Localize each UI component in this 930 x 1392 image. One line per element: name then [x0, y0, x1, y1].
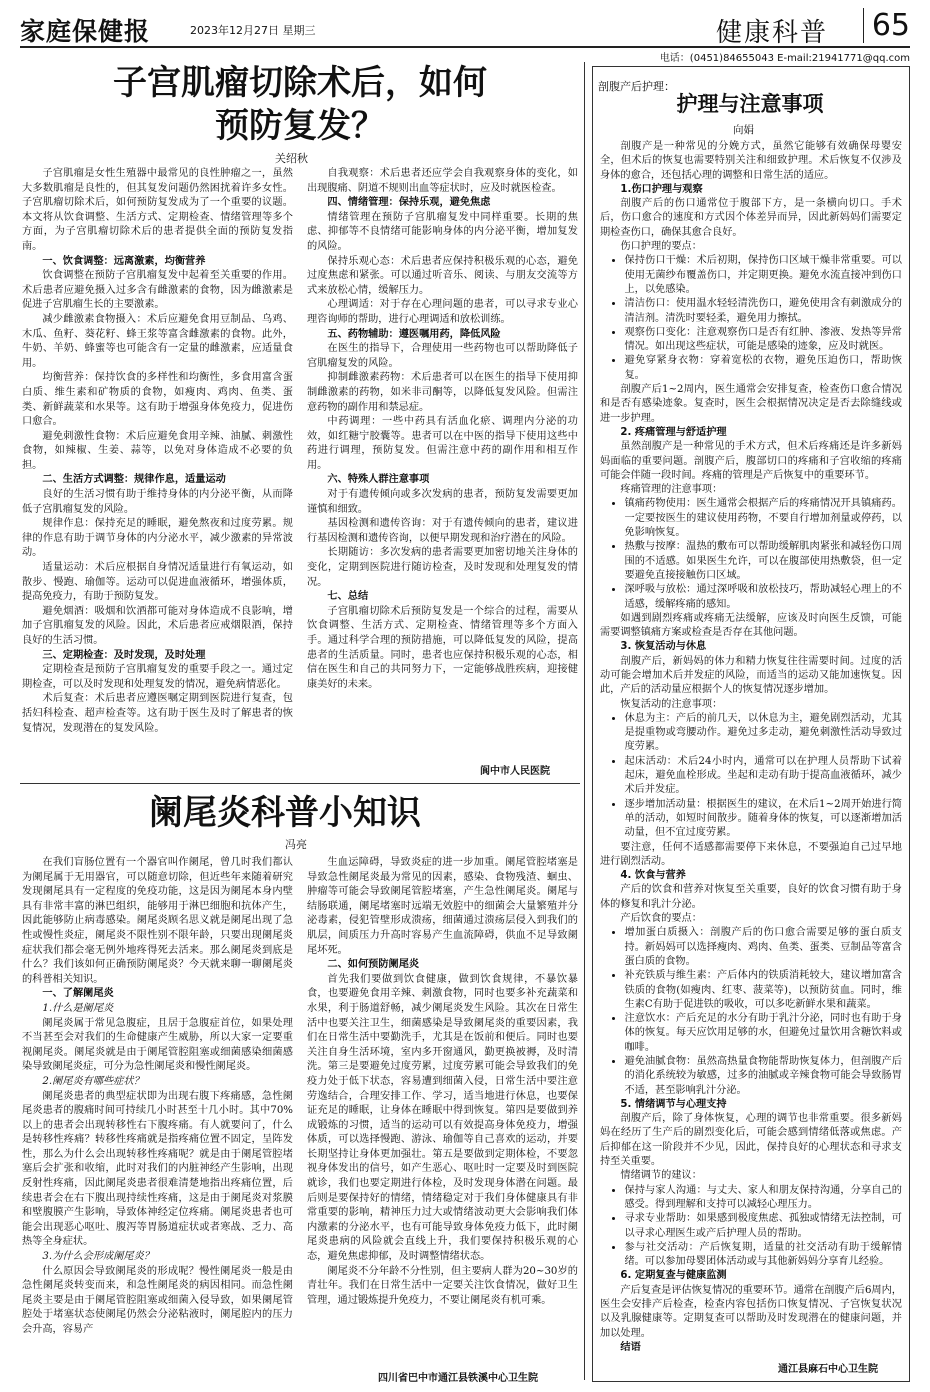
article3-title: 护理与注意事项 [676, 91, 824, 116]
article3-author: 向娟 [733, 124, 754, 136]
section-heading: 七、总结 [327, 591, 369, 603]
paragraph: 避免刺激性食物：术后应避免食用辛辣、油腻、刺激性食物，如辣椒、生姜、蒜等，以免对身体造成不必要的负担。 [22, 430, 293, 471]
list-item: • 清洁伤口：使用温水轻轻清洗伤口，避免使用含有刺激成分的清洁剂。清洗时要轻柔，避免用力擦拭。 [624, 297, 902, 326]
article3-kicker: 剖腹产后护理： [598, 80, 675, 93]
list-item: • 避免穿紧身衣物：穿着宽松的衣物，避免压迫伤口，帮助恢复。 [624, 354, 902, 383]
paragraph: 情绪调节的建议： [620, 1170, 702, 1182]
paragraph: 中药调理：一些中药具有活血化瘀、调理内分泌的功效，如红糖宁胶囊等。患者可以在中医的指导下使用这些中药进行调理，预防复发。但需注意中药的副作用和相互作用。 [307, 416, 578, 471]
article1-body [22, 167, 578, 750]
list-item: • 逐步增加活动量：根据医生的建议，在术后1~2周开始进行简单的活动，如短时间散步。随着身体的恢复，可以逐渐增加活动量，但不宜过度劳累。 [624, 798, 902, 841]
paragraph: 子宫肌瘤是女性生殖器中最常见的良性肿瘤之一，虽然大多数肌瘤是良性的，但其复发问题仍然困扰着许多女性。子宫肌瘤切除术后，如何预防复发成为了一个重要的议题。本文将从饮食调整、生活方式、定期检查、情绪管理等多个方面，为子宫肌瘤切除术后的患者提供全面的预防复发指南。 [22, 168, 293, 252]
paragraph: 在我们盲肠位置有一个器官叫作阑尾，曾几时我们都认为阑尾属于无用器官，可以随意切除，但近些年来随着研究发现阑尾具有一定程度的免疫功能，这是因为阑尾本身内壁具有非常丰富的淋巴组织，能够用于淋巴细胞和抗体产生，因此能够防止病毒感染。阑尾炎顾名思义就是阑尾出现了急性或慢性炎症，阑尾炎不限性别不限年龄，只要出现阑尾炎症状我们都会毫无例外地疼得死去活来。那么阑尾炎到底是什么？我们该如何正确预防阑尾炎？今天就来聊一聊阑尾炎的科普相关知识。 [22, 857, 293, 985]
section-heading: 四、情绪管理：保持乐观，避免焦虑 [327, 197, 491, 209]
list-item: • 镇痛药物使用：医生通常会根据产后的疼痛情况开具镇痛药。一定要按医生的建议使用药物，不要自行增加剂量或停药，以免影响恢复。 [624, 497, 902, 540]
section-heading: 二、生活方式调整：规律作息，适量运动 [42, 474, 226, 486]
list-item: • 增加蛋白质摄入：剖腹产后的伤口愈合需要足够的蛋白质支持。新妈妈可以选择瘦肉、鸡肉、鱼类、蛋类、豆制品等富含蛋白质的食物。 [624, 926, 902, 969]
list-item: • 保持伤口干燥：术后初期，保持伤口区域干燥非常重要。可以使用无菌纱布覆盖伤口，并定期更换。避免水流直接冲到伤口上，以免感染。 [624, 254, 902, 297]
paragraph: 术后复查：术后患者应遵医嘱定期到医院进行复查，包括妇科检查、超声检查等。这有助于医生及时了解患者的恢复情况，发现潜在的复发风险。 [22, 693, 293, 734]
paragraph: 阑尾炎患者的典型症状即为出现右腹下疼痛感，急性阑尾炎患者的腹痛时间可持续几小时甚至十几小时。其中70%以上的患者会出现转移性右下腹疼痛。有人就要问了，什么是转移性疼痛？转移性疼痛就是指疼痛位置不固定，呈阵发性，那么为什么会出现转移性疼痛呢？就是由于阑尾管腔堵塞后会扩张和收缩，此时对我们的内脏神经产生影响，出现反射性疼痛，因此阑尾炎患者很难清楚地指出疼痛位置，后续患者会在右下腹出现持续性疼痛，这是由于阑尾炎对浆膜和壁腹膜产生影响，导致体神经定位疼痛。阑尾炎患者也可能会出现恶心呕吐、腹泻等胃肠道症状或者寒战、乏力、高热等全身症状。 [22, 1090, 293, 1248]
section-heading: 4. 饮食与营养 [620, 870, 686, 882]
contact-line: 电话：(0451)84655043 E-mail:21941771@qq.com [659, 53, 910, 64]
paragraph: 剖腹产后1~2周内，医生通常会安排复查，检查伤口愈合情况和是否有感染迹象。复查时，医生会根据情况决定是否去除缝线或进一步护理。 [600, 384, 902, 424]
article2-title: 阑尾炎科普小知识 [149, 793, 421, 833]
paragraph: 首先我们要做到饮食健康，做到饮食规律，不暴饮暴食，也要避免食用辛辣、刺激食物，同时也要多补充蔬菜和水果，利于肠道舒畅，减少阑尾炎发生风险。其次在日常生活中也要关注卫生，细菌感染是导致阑尾炎的重要因素，我们在日常生活中要勤洗手，尤其是在饭前和便后。同时也要关注自身生活环境，室内多开窗通风，勤更换被褥，及时清洗。第三是要避免过度劳累，过度劳累可能会导致我们的免疫力处于低下状态，容易遭到细菌入侵，日常生活中要注意劳逸结合，合理安排工作、学习，适当地进行休息，也要保证充足的睡眠，让身体在睡眠中得到恢复。第四是要做到养成锻炼的习惯，适当的运动可以有效提高身体免疫力，增强体质，可以选择慢跑、游泳、瑜伽等自己喜欢的运动，并要长期坚持让身体更加强壮。第五是要做到定期体检，不要忽视身体发出的信号，如产生恶心、呕吐时一定要及时到医院就诊，我们也要定期进行体检，及时发现身体潜在问题。最后则是要保持好的情绪，情绪稳定对于我们身体健康具有非常重要的影响，精神压力过大或情绪波动更大会影响我们体内激素的分泌水平，也有可能导致身体免疫力低下，此时阑尾炎患病的风险就会直线上升，我们要保持积极乐观的心态，避免焦虑抑郁，及时调整情绪状态。 [307, 973, 578, 1263]
subsection-heading: 1.什么是阑尾炎 [42, 1002, 114, 1014]
article2-column [307, 856, 578, 1368]
bullet-list [600, 926, 902, 1098]
paragraph: 阑尾炎属于常见急腹症，且居于急腹症首位，如果处理不当甚至会对我们的生命健康产生威胁，所以大家一定要重视阑尾炎。阑尾炎就是由于阑尾管腔阻塞或细菌感染细菌感染导致阑尾炎症，可分为急性阑尾炎和慢性阑尾炎。 [22, 1017, 293, 1073]
page-header [20, 6, 910, 48]
section-heading: 六、特殊人群注意事项 [327, 474, 430, 486]
section-heading: 三、定期检查：及时发现，及时处理 [42, 649, 206, 661]
paragraph: 什么原因会导致阑尾炎的形成呢？慢性阑尾炎一般是由急性阑尾炎转变而来，和急性阑尾炎的病因相同。而急性阑尾炎主要是由于阑尾管腔阻塞或细菌入侵导致，如果阑尾管腔处于堵塞状态使阑尾仍然会分泌粘液时，阑尾腔内的压力会升高，容易产 [22, 1265, 293, 1335]
paragraph: 情绪管理在预防子宫肌瘤复发中同样重要。长期的焦虑、抑郁等不良情绪可能影响身体的内分泌平衡，增加复发的风险。 [307, 211, 578, 252]
paragraph: 良好的生活习惯有助于维持身体的内分泌平衡，从而降低子宫肌瘤复发的风险。 [22, 489, 293, 515]
article1-column [307, 167, 578, 750]
paragraph: 生血运障碍，导致炎症的进一步加重。阑尾管腔堵塞是导致急性阑尾炎最为常见的因素，感染、食物残渣、蛔虫、肿瘤等可能会导致阑尾管腔堵塞，产生急性阑尾炎。阑尾与结肠联通，阑尾堵塞时远端无效腔中的细菌会大量繁殖并分泌毒素，侵犯管壁形成溃疡，细菌通过溃疡层侵入到我们的肌层，间质压力升高时容易产生血流障碍，供血不足导致阑尾坏死。 [307, 857, 578, 956]
article3-institution: 通江县麻石中心卫生院 [778, 1364, 878, 1375]
bullet-list [600, 254, 902, 383]
paragraph: 自我观察：术后患者还应学会自我观察身体的变化，如出现腹痛、阴道不规则出血等症状时，应及时就医检查。 [307, 168, 578, 194]
paragraph: 抑制雌激素药物：术后患者可以在医生的指导下使用抑制雌激素的药物，如米非司酮等，以降低复发风险。但需注意药物的副作用和禁忌症。 [307, 372, 578, 413]
issue-date: 2023年12月27日 星期三 [190, 24, 316, 37]
article-divider [20, 783, 580, 784]
paragraph: 保持乐观心态：术后患者应保持积极乐观的心态，避免过度焦虑和紧张。可以通过听音乐、阅读、与朋友交流等方式来放松心情，缓解压力。 [307, 255, 578, 296]
subsection-heading: 2.阑尾炎有哪些症状？ [42, 1075, 144, 1087]
column-divider [584, 62, 585, 1380]
paragraph: 定期检查是预防子宫肌瘤复发的重要手段之一。通过定期检查，可以及时发现和处理复发的情况，避免病情恶化。 [22, 664, 293, 690]
article3-body [600, 140, 902, 1352]
paragraph: 剖腹产后，除了身体恢复，心理的调节也非常重要。很多新妈妈在经历了生产后的剧烈变化后，可能会感到情绪低落或焦虑。产后抑郁在这一阶段并不少见，因此，保持良好的心理状态和寻求支持至关重要。 [600, 1113, 902, 1168]
list-item: • 起床活动：术后24小时内，通常可以在护理人员帮助下试着起床，避免血栓形成。坐起和走动有助于提高血液循环，减少术后并发症。 [624, 755, 902, 798]
section-title: 健康科普 [715, 18, 828, 48]
bullet-list [600, 712, 902, 841]
article2-institution: 四川省巴中市通江县铁溪中心卫生院 [378, 1373, 538, 1384]
article1-institution: 阆中市人民医院 [480, 766, 550, 777]
section-heading: 1.伤口护理与观察 [620, 183, 703, 195]
paragraph: 剖腹产后的伤口通常位于腹部下方，是一条横向切口。手术后，伤口愈合的速度和方式因个体差异而异，因此新妈妈们需要定期检查伤口，确保其愈合良好。 [600, 198, 902, 238]
section-heading: 结语 [620, 1341, 641, 1352]
paragraph: 疼痛管理的注意事项： [620, 484, 723, 496]
section-heading: 五、药物辅助：遵医嘱用药，降低风险 [327, 328, 501, 340]
list-item: • 参与社交活动：产后恢复期，适量的社交活动有助于缓解情绪。可以参加母婴团体活动或与其他新妈妈分享育儿经验。 [624, 1241, 902, 1270]
paragraph: 子宫肌瘤切除术后预防复发是一个综合的过程，需要从饮食调整、生活方式、定期检查、情绪管理等多个方面入手。通过科学合理的预防措施，可以降低复发的风险，提高患者的生活质量。同时，患者也应保持积极乐观的心态，相信在医生和自己的共同努力下，一定能够战胜疾病，迎接健康美好的未来。 [307, 605, 578, 690]
section-heading: 一、饮食调整：远离激素，均衡营养 [42, 255, 206, 267]
paragraph: 适量运动：术后应根据自身情况适量进行有氧运动，如散步、慢跑、瑜伽等。运动可以促进血液循环，增强体质，提高免疫力，有助于预防复发。 [22, 562, 293, 603]
section-heading: 6. 定期复查与健康监测 [620, 1270, 727, 1282]
bullet-list [600, 1184, 902, 1270]
paragraph: 均衡营养：保持饮食的多样性和均衡性，多食用富含蛋白质、维生素和矿物质的食物，如瘦肉、鸡肉、鱼类、蛋类、新鲜蔬菜和水果等。这有助于增强身体免疫力，促进伤口愈合。 [22, 372, 293, 428]
section-heading: 一、了解阑尾炎 [42, 988, 114, 1000]
list-item: • 观察伤口变化：注意观察伤口是否有红肿、渗液、发热等异常情况。如出现这些症状，可能是感染的迹象，应及时就医。 [624, 326, 902, 355]
article2-column [22, 856, 293, 1368]
paragraph: 饮食调整在预防子宫肌瘤复发中起着至关重要的作用。术后患者应避免摄入过多含有雌激素的食物，因为雌激素是促进子宫肌瘤生长的主要激素。 [22, 270, 293, 311]
section-heading: 5. 情绪调节与心理支持 [620, 1098, 727, 1110]
paragraph: 产后复查是评估恢复情况的重要环节。通常在剖腹产后6周内，医生会安排产后检查，检查内容包括伤口恢复情况、子宫恢复状况以及乳腺健康等。定期复查可以帮助及时发现潜在的健康问题，并加以处理。 [600, 1284, 902, 1339]
paragraph: 伤口护理的要点： [620, 241, 702, 253]
masthead: 家庭保健报 [20, 17, 151, 46]
paragraph: 基因检测和遗传咨询：对于有遗传倾向的患者，建议进行基因检测和遗传咨询，以便早期发现和治疗潜在的风险。 [307, 518, 578, 544]
paragraph: 规律作息：保持充足的睡眠，避免熬夜和过度劳累。规律的作息有助于调节身体的内分泌水平，减少激素的异常波动。 [22, 518, 293, 559]
paragraph: 阑尾炎不分年龄不分性别，但主要病人群为20~30岁的青壮年。我们在日常生活中一定要关注饮食情况，做好卫生管理，通过锻炼提升免疫力，不要让阑尾炎有机可乘。 [307, 1265, 578, 1306]
section-heading: 二、如何预防阑尾炎 [327, 959, 420, 971]
page-number: 65 [863, 8, 910, 43]
paragraph: 恢复活动的注意事项： [620, 698, 723, 710]
list-item: • 休息为主：产后的前几天，以休息为主，避免剧烈活动，尤其是提重物或弯腰动作。避免过多走动，避免刺激性活动导致过度劳累。 [624, 712, 902, 755]
paragraph: 要注意，任何不适感都需要停下来休息，不要强迫自己过早地进行剧烈活动。 [600, 841, 902, 867]
paragraph: 在医生的指导下，合理使用一些药物也可以帮助降低子宫肌瘤复发的风险。 [307, 343, 578, 369]
article1-author: 关绍秋 [275, 152, 308, 165]
paragraph: 剖腹产是一种常见的分娩方式，虽然它能够有效确保母婴安全，但术后的恢复也需要特别关注和细致护理。术后恢复不仅涉及身体的愈合，还包括心理的调整和日常生活的适应。 [600, 141, 902, 181]
article2-author: 冯亮 [285, 838, 307, 851]
list-item: • 补充铁质与维生素：产后体内的铁质消耗较大，建议增加富含铁质的食物(如瘦肉、红枣、菠菜等)，以预防贫血。同时，维生素C有助于促进铁的吸收，可以多吃新鲜水果和蔬菜。 [624, 969, 902, 1012]
paragraph: 对于有遗传倾向或多次发病的患者，预防复发需要更加谨慎和细致。 [307, 489, 578, 515]
article1-title: 子宫肌瘤切除术后，如何预防复发？ [113, 63, 487, 146]
list-item: • 避免油腻食物：虽然高热量食物能帮助恢复体力，但剖腹产后的消化系统较为敏感，过多的油腻或辛辣食物可能会导致肠胃不适，甚至影响乳汁分泌。 [624, 1055, 902, 1098]
paragraph: 剖腹产后，新妈妈的体力和精力恢复往往需要时间。过度的活动可能会增加术后并发症的风险，而适当的运动又能加速恢复。因此，产后的活动量应根据个人的恢复情况逐步增加。 [600, 655, 902, 696]
section-heading: 3. 恢复活动与休息 [620, 641, 707, 653]
paragraph: 虽然剖腹产是一种常见的手术方式，但术后疼痛还是许多新妈妈面临的重要问题。剖腹产后，腹部切口的疼痛和子宫收缩的疼痛可能会伴随一段时间。疼痛的管理是产后恢复中的重要环节。 [600, 441, 902, 481]
paragraph: 产后的饮食和营养对恢复至关重要，良好的饮食习惯有助于身体的修复和乳汁分泌。 [600, 884, 902, 910]
list-item: • 注意饮水：产后充足的水分有助于乳汁分泌，同时也有助于身体的恢复。每天应饮用足够的水，但避免过量饮用含糖饮料或咖啡。 [624, 1012, 902, 1055]
paragraph: 如遇到剧烈疼痛或疼痛无法缓解，应该及时向医生反馈，可能需要调整镇痛方案或检查是否存在其他问题。 [600, 612, 902, 639]
paragraph: 心理调适：对于存在心理问题的患者，可以寻求专业心理咨询师的帮助，进行心理调适和放松训练。 [307, 299, 578, 325]
paragraph: 减少雌激素食物摄入：术后应避免食用豆制品、乌鸡、木瓜、鱼籽、葵花籽、蜂王浆等富含雌激素的食物。此外，牛奶、羊奶、蜂蜜等也可能含有一定量的雌激素，应适量食用。 [22, 313, 293, 369]
subsection-heading: 3.为什么会形成阑尾炎？ [42, 1251, 154, 1263]
list-item: • 寻求专业帮助：如果感到极度焦虑、孤独或情绪无法控制，可以寻求心理医生或产后护理人员的帮助。 [624, 1212, 902, 1241]
article2-body [22, 856, 578, 1368]
list-item: • 深呼吸与放松：通过深呼吸和放松技巧，帮助减轻心理上的不适感，缓解疼痛的感知。 [624, 583, 902, 612]
paragraph: 长期随访：多次发病的患者需要更加密切地关注身体的变化，定期到医院进行随访检查，及时发现和处理复发的情况。 [307, 547, 578, 588]
paragraph: 避免烟酒：吸烟和饮酒都可能对身体造成不良影响，增加子宫肌瘤复发的风险。因此，术后患者应戒烟限酒，保持良好的生活习惯。 [22, 605, 293, 646]
paragraph: 产后饮食的要点： [620, 913, 702, 925]
list-item: • 保持与家人沟通：与丈夫、家人和朋友保持沟通，分享自己的感受。得到理解和支持可以减轻心理压力。 [624, 1184, 902, 1213]
list-item: • 热敷与按摩：温热的敷布可以帮助缓解肌肉紧张和减轻伤口周围的不适感。如果医生允许，可以在腹部使用热敷袋，但一定要避免直接接触伤口区域。 [624, 540, 902, 583]
bullet-list [600, 497, 902, 611]
section-heading: 2. 疼痛管理与舒适护理 [620, 426, 727, 438]
article1-column [22, 167, 293, 750]
